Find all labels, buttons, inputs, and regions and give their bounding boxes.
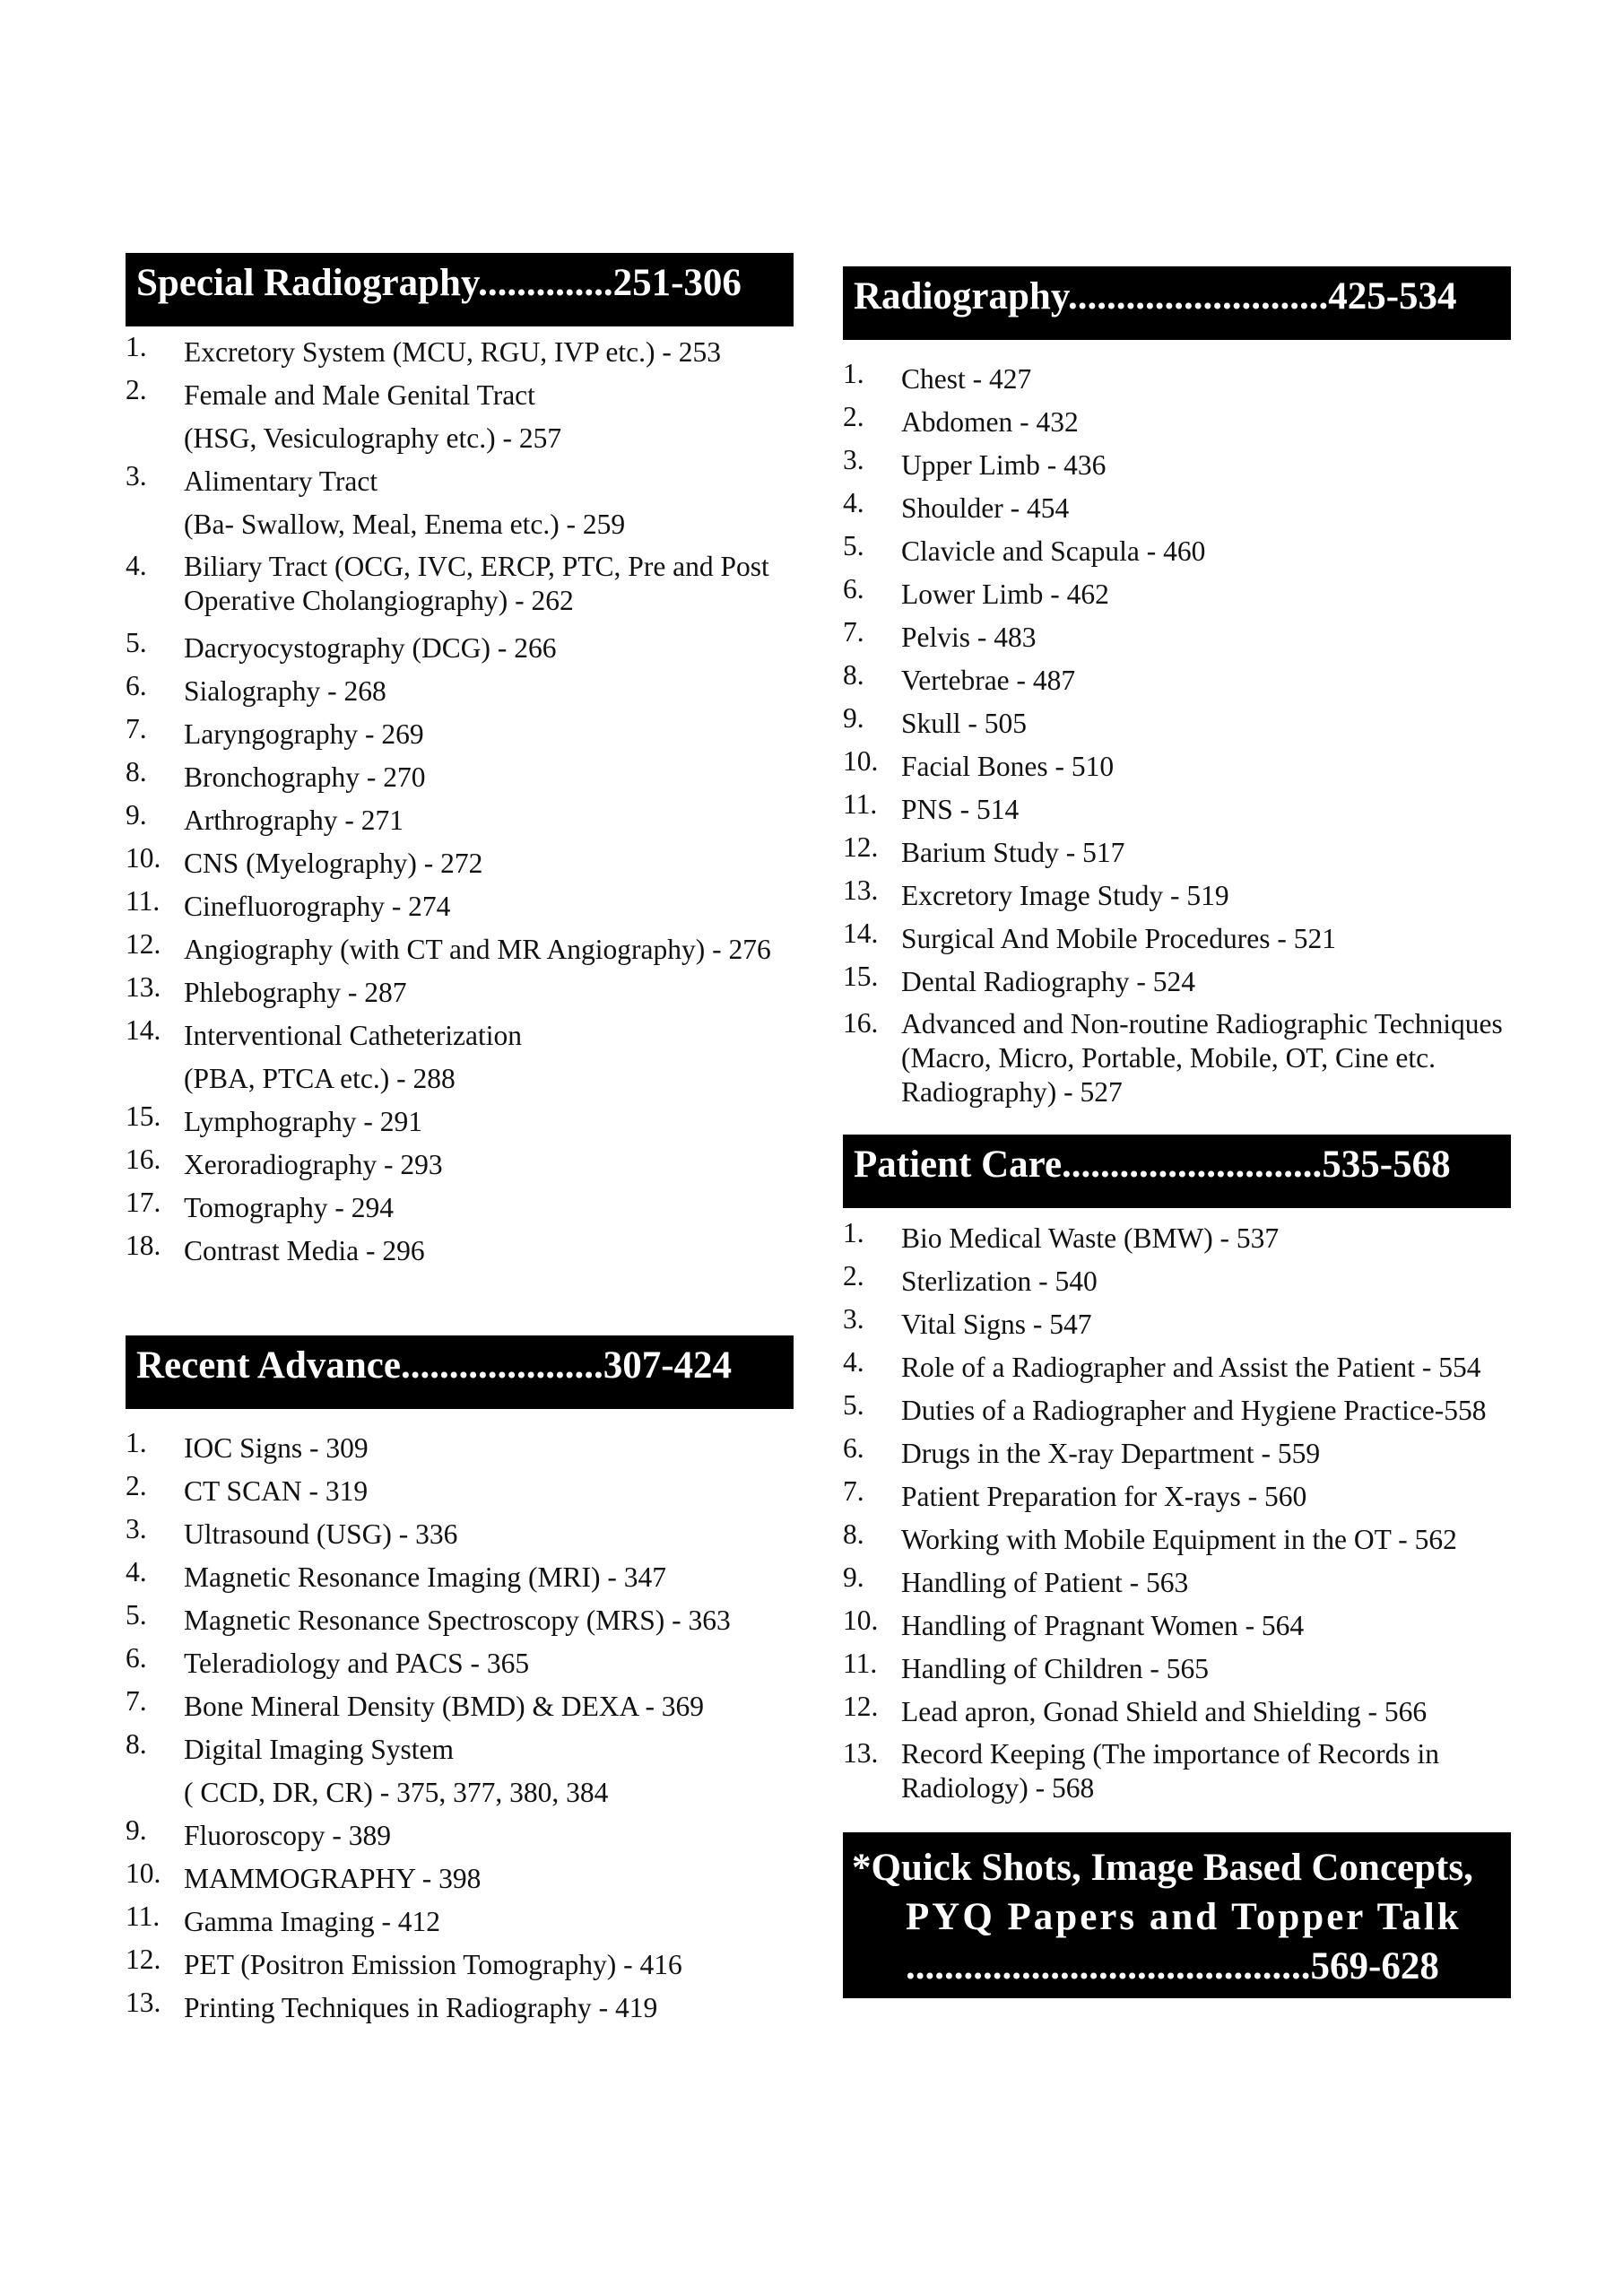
entry-number: 1. <box>843 358 864 389</box>
entry-line: Vital Signs - 547 <box>901 1309 1092 1340</box>
entry-text <box>901 1561 1511 1605</box>
entry-line: Patient Preparation for X-rays - 560 <box>901 1481 1307 1512</box>
entry-number: 13. <box>126 1987 161 2018</box>
entry-text <box>184 928 794 971</box>
quick-shots-line-3: ..........................................569-628 <box>906 1945 1439 1987</box>
entry-line: Alimentary Tract <box>184 465 378 497</box>
entry-text <box>184 1814 794 1857</box>
entry-number: 18. <box>126 1230 161 1261</box>
entry-text <box>901 659 1511 702</box>
entry-line: Chest - 427 <box>901 363 1032 395</box>
entry-number: 4. <box>843 1346 864 1378</box>
entry-text <box>901 831 1511 874</box>
toc-entry <box>843 1561 1511 1605</box>
entry-line: Working with Mobile Equipment in the OT - 562 <box>901 1524 1457 1555</box>
entry-number: 14. <box>843 918 879 949</box>
toc-entry <box>126 670 794 713</box>
entry-line: Vertebrae - 487 <box>901 665 1076 696</box>
entry-text <box>184 1685 794 1728</box>
entry-text <box>184 1900 794 1944</box>
toc-entry <box>126 550 794 618</box>
entry-text <box>184 1427 794 1470</box>
entry-number: 6. <box>126 670 147 701</box>
toc-entry <box>126 1187 794 1230</box>
toc-entry <box>126 374 794 460</box>
right-column <box>843 266 1511 1998</box>
left-column <box>126 253 794 2030</box>
entry-text <box>901 1007 1511 1109</box>
toc-entry <box>843 1475 1511 1518</box>
entry-line: CNS (Myelography) - 272 <box>184 848 483 879</box>
entry-text <box>184 1728 794 1814</box>
entry-number: 11. <box>843 1648 878 1679</box>
toc-entry <box>843 1346 1511 1389</box>
entry-text <box>901 401 1511 444</box>
entry-text <box>184 374 794 460</box>
entry-number: 13. <box>843 1737 879 1769</box>
entry-line: Tomography - 294 <box>184 1192 395 1223</box>
entry-number: 12. <box>126 1944 161 1975</box>
entry-line: (Macro, Micro, Portable, Mobile, OT, Cine etc. <box>901 1042 1436 1074</box>
entry-line: Bronchography - 270 <box>184 761 426 793</box>
entry-text <box>901 702 1511 745</box>
toc-entry <box>126 1944 794 1987</box>
entry-text <box>184 1144 794 1187</box>
toc-entry <box>843 1260 1511 1303</box>
entry-number: 16. <box>126 1144 161 1175</box>
entry-number: 2. <box>843 401 864 432</box>
entry-line: Sterlization - 540 <box>901 1265 1098 1297</box>
entry-line: Dacryocystography (DCG) - 266 <box>184 632 557 664</box>
entry-text <box>901 487 1511 530</box>
toc-entry <box>126 1513 794 1556</box>
entry-number: 2. <box>126 374 147 405</box>
entry-text <box>901 358 1511 401</box>
entry-text <box>901 1432 1511 1475</box>
toc-entry <box>126 331 794 374</box>
entry-text <box>184 1100 794 1144</box>
entry-number: 3. <box>126 1513 147 1544</box>
entry-line: MAMMOGRAPHY - 398 <box>184 1863 482 1894</box>
toc-entry <box>126 1230 794 1273</box>
entry-line: (Ba- Swallow, Meal, Enema etc.) - 259 <box>184 509 626 540</box>
entry-line: Gamma Imaging - 412 <box>184 1906 441 1937</box>
toc-entry <box>843 831 1511 874</box>
toc-entry <box>843 745 1511 788</box>
section-header-radiography: Radiography...........................425-534 <box>843 266 1511 340</box>
entry-line: Upper Limb - 436 <box>901 449 1107 481</box>
entry-text <box>901 1260 1511 1303</box>
entry-text <box>901 616 1511 659</box>
toc-entry <box>843 573 1511 616</box>
entry-line: Clavicle and Scapula - 460 <box>901 535 1206 567</box>
toc-entry <box>843 1389 1511 1432</box>
entry-line: Record Keeping (The importance of Records in <box>901 1738 1440 1770</box>
toc-entry <box>126 928 794 971</box>
entry-text <box>184 799 794 842</box>
entry-text <box>901 1303 1511 1346</box>
entry-text <box>184 1513 794 1556</box>
entry-line: Operative Cholangiography) - 262 <box>184 585 574 616</box>
entry-line: Contrast Media - 296 <box>184 1235 425 1266</box>
toc-entry <box>843 530 1511 573</box>
toc-entry <box>843 616 1511 659</box>
entry-line: Teleradiology and PACS - 365 <box>184 1648 530 1679</box>
toc-entry <box>126 1014 794 1100</box>
entry-number: 7. <box>843 1475 864 1507</box>
entry-line: Bio Medical Waste (BMW) - 537 <box>901 1222 1280 1254</box>
entry-number: 7. <box>843 616 864 648</box>
entry-number: 16. <box>843 1007 879 1039</box>
entry-line: Barium Study - 517 <box>901 837 1125 868</box>
toc-entry <box>126 1857 794 1900</box>
entry-text <box>184 842 794 885</box>
toc-entry <box>126 971 794 1014</box>
entry-text <box>184 1857 794 1900</box>
toc-entry <box>126 1556 794 1599</box>
entry-number: 12. <box>126 928 161 960</box>
entry-text <box>184 331 794 374</box>
entry-text <box>184 885 794 928</box>
special-radiography-list <box>126 331 794 1273</box>
entry-text <box>901 573 1511 616</box>
entry-line: Interventional Catheterization <box>184 1020 522 1051</box>
entry-line: Shoulder - 454 <box>901 492 1070 524</box>
entry-number: 11. <box>126 1900 161 1932</box>
entry-text <box>184 713 794 756</box>
entry-number: 13. <box>843 874 879 906</box>
entry-text <box>184 971 794 1014</box>
entry-line: Handling of Children - 565 <box>901 1653 1209 1684</box>
entry-number: 12. <box>843 831 879 863</box>
entry-text <box>184 1556 794 1599</box>
toc-entry <box>843 1007 1511 1109</box>
entry-number: 2. <box>126 1470 147 1501</box>
entry-number: 8. <box>843 1518 864 1550</box>
entry-line: Radiology) - 568 <box>901 1772 1095 1804</box>
entry-line: Radiography) - 527 <box>901 1076 1123 1108</box>
entry-number: 5. <box>126 627 147 658</box>
entry-number: 6. <box>843 1432 864 1464</box>
toc-entry <box>843 444 1511 487</box>
toc-entry <box>126 1144 794 1187</box>
entry-text <box>184 1599 794 1642</box>
entry-line: Lymphography - 291 <box>184 1106 422 1137</box>
entry-number: 10. <box>126 842 161 874</box>
entry-number: 2. <box>843 1260 864 1292</box>
entry-text <box>901 1217 1511 1260</box>
entry-text <box>901 745 1511 788</box>
toc-entry <box>126 460 794 546</box>
entry-number: 8. <box>126 1728 147 1760</box>
entry-text <box>901 1389 1511 1432</box>
entry-text <box>184 550 794 618</box>
entry-number: 9. <box>126 799 147 831</box>
quick-shots-box <box>843 1832 1511 1998</box>
toc-entry <box>843 874 1511 918</box>
entry-text <box>184 627 794 670</box>
entry-text <box>184 1944 794 1987</box>
toc-entry <box>843 1432 1511 1475</box>
entry-line: Pelvis - 483 <box>901 622 1037 653</box>
entry-line: PNS - 514 <box>901 794 1020 825</box>
entry-number: 8. <box>126 756 147 787</box>
entry-line: Fluoroscopy - 389 <box>184 1820 391 1851</box>
entry-line: Xeroradiography - 293 <box>184 1149 443 1180</box>
toc-entry <box>843 1691 1511 1734</box>
entry-line: Bone Mineral Density (BMD) & DEXA - 369 <box>184 1691 705 1722</box>
entry-text <box>901 1648 1511 1691</box>
entry-number: 5. <box>126 1599 147 1631</box>
toc-entry <box>843 1303 1511 1346</box>
entry-text <box>901 1605 1511 1648</box>
entry-line: IOC Signs - 309 <box>184 1432 369 1464</box>
entry-text <box>184 1230 794 1273</box>
entry-number: 6. <box>126 1642 147 1674</box>
entry-line: Magnetic Resonance Spectroscopy (MRS) - 363 <box>184 1605 731 1636</box>
entry-number: 10. <box>843 1605 879 1636</box>
entry-text <box>901 1346 1511 1389</box>
entry-number: 4. <box>126 550 147 581</box>
entry-line: Handling of Patient - 563 <box>901 1567 1189 1598</box>
entry-number: 5. <box>843 530 864 561</box>
entry-line: Dental Radiography - 524 <box>901 966 1196 997</box>
toc-entry <box>126 1987 794 2030</box>
entry-line: Lead apron, Gonad Shield and Shielding - 566 <box>901 1696 1428 1727</box>
entry-text <box>184 670 794 713</box>
entry-number: 1. <box>843 1217 864 1248</box>
recent-advance-list <box>126 1427 794 2030</box>
section-header-special-radiography: Special Radiography..............251-306 <box>126 253 794 326</box>
entry-text <box>901 444 1511 487</box>
entry-number: 1. <box>126 1427 147 1458</box>
entry-line: Angiography (with CT and MR Angiography) - 276 <box>184 934 771 965</box>
entry-text <box>184 460 794 546</box>
entry-number: 10. <box>843 745 879 777</box>
entry-line: Facial Bones - 510 <box>901 751 1115 782</box>
toc-entry <box>126 1642 794 1685</box>
entry-text <box>901 1737 1511 1805</box>
toc-entry <box>843 1217 1511 1260</box>
radiography-list <box>843 358 1511 1109</box>
toc-entry <box>843 659 1511 702</box>
entry-number: 7. <box>126 1685 147 1717</box>
entry-text <box>184 756 794 799</box>
entry-line: CT SCAN - 319 <box>184 1475 369 1507</box>
entry-line: Drugs in the X-ray Department - 559 <box>901 1438 1321 1469</box>
entry-line: Handling of Pragnant Women - 564 <box>901 1610 1305 1641</box>
toc-entry <box>843 788 1511 831</box>
entry-line: Lower Limb - 462 <box>901 578 1109 610</box>
entry-line: Ultrasound (USG) - 336 <box>184 1518 458 1550</box>
entry-number: 3. <box>843 444 864 475</box>
entry-text <box>184 1187 794 1230</box>
toc-entry <box>126 1685 794 1728</box>
toc-entry <box>843 1648 1511 1691</box>
entry-number: 4. <box>126 1556 147 1587</box>
toc-entry <box>126 1814 794 1857</box>
entry-line: Skull - 505 <box>901 708 1028 739</box>
entry-text <box>901 1518 1511 1561</box>
entry-line: Laryngography - 269 <box>184 718 424 750</box>
entry-number: 10. <box>126 1857 161 1889</box>
entry-text <box>184 1987 794 2030</box>
entry-number: 17. <box>126 1187 161 1218</box>
toc-entry <box>126 1427 794 1470</box>
toc-entry <box>126 627 794 670</box>
entry-text <box>901 918 1511 961</box>
toc-entry <box>126 713 794 756</box>
toc-entry <box>843 1605 1511 1648</box>
entry-line: Abdomen - 432 <box>901 406 1079 438</box>
entry-line: (PBA, PTCA etc.) - 288 <box>184 1063 456 1094</box>
toc-entry <box>126 842 794 885</box>
entry-number: 15. <box>843 961 879 992</box>
entry-number: 1. <box>126 331 147 362</box>
toc-entry <box>126 1728 794 1814</box>
entry-line: Sialography - 268 <box>184 675 386 707</box>
entry-number: 8. <box>843 659 864 691</box>
entry-line: Advanced and Non-routine Radiographic Techniques <box>901 1008 1503 1039</box>
quick-shots-line-2: PYQ Papers and Topper Talk <box>906 1896 1462 1938</box>
entry-line: Role of a Radiographer and Assist the Patient - 554 <box>901 1352 1481 1383</box>
entry-line: Magnetic Resonance Imaging (MRI) - 347 <box>184 1561 666 1593</box>
toc-entry <box>843 961 1511 1004</box>
section-header-patient-care: Patient Care...........................535-568 <box>843 1135 1511 1208</box>
toc-entry <box>843 358 1511 401</box>
toc-entry <box>843 1737 1511 1805</box>
entry-number: 9. <box>843 1561 864 1593</box>
entry-text <box>901 1475 1511 1518</box>
entry-line: Phlebography - 287 <box>184 977 407 1008</box>
entry-number: 4. <box>843 487 864 518</box>
entry-text <box>184 1470 794 1513</box>
entry-number: 14. <box>126 1014 161 1046</box>
entry-line: Excretory System (MCU, RGU, IVP etc.) - 253 <box>184 336 721 368</box>
toc-entry <box>126 1470 794 1513</box>
entry-line: (HSG, Vesiculography etc.) - 257 <box>184 422 562 454</box>
toc-entry <box>126 885 794 928</box>
entry-line: Excretory Image Study - 519 <box>901 880 1229 911</box>
toc-entry <box>843 702 1511 745</box>
entry-number: 5. <box>843 1389 864 1421</box>
entry-line: Arthrography - 271 <box>184 804 404 836</box>
entry-line: Female and Male Genital Tract <box>184 379 535 411</box>
entry-line: ( CCD, DR, CR) - 375, 377, 380, 384 <box>184 1777 609 1808</box>
toc-entry <box>843 1518 1511 1561</box>
entry-number: 13. <box>126 971 161 1003</box>
entry-line: Duties of a Radiographer and Hygiene Practice-558 <box>901 1395 1487 1426</box>
patient-care-list <box>843 1217 1511 1805</box>
entry-number: 11. <box>126 885 161 917</box>
entry-text <box>901 961 1511 1004</box>
toc-entry <box>843 401 1511 444</box>
entry-number: 11. <box>843 788 878 820</box>
entry-text <box>901 874 1511 918</box>
toc-entry <box>126 799 794 842</box>
entry-number: 12. <box>843 1691 879 1722</box>
toc-entry <box>126 756 794 799</box>
quick-shots-line-1: *Quick Shots, Image Based Concepts, <box>852 1847 1473 1889</box>
entry-text <box>901 530 1511 573</box>
entry-text <box>901 1691 1511 1734</box>
section-header-recent-advance: Recent Advance.....................307-424 <box>126 1335 794 1409</box>
toc-entry <box>126 1900 794 1944</box>
entry-line: Biliary Tract (OCG, IVC, ERCP, PTC, Pre and Post <box>184 551 769 582</box>
toc-entry <box>843 487 1511 530</box>
entry-number: 7. <box>126 713 147 744</box>
entry-text <box>184 1642 794 1685</box>
entry-line: Cinefluorography - 274 <box>184 891 451 922</box>
entry-text <box>184 1014 794 1100</box>
entry-number: 15. <box>126 1100 161 1132</box>
entry-line: PET (Positron Emission Tomography) - 416 <box>184 1949 682 1980</box>
toc-entry <box>126 1599 794 1642</box>
entry-number: 6. <box>843 573 864 604</box>
entry-number: 3. <box>126 460 147 491</box>
entry-line: Digital Imaging System <box>184 1734 454 1765</box>
toc-entry <box>843 918 1511 961</box>
entry-number: 3. <box>843 1303 864 1335</box>
toc-entry <box>126 1100 794 1144</box>
entry-line: Printing Techniques in Radiography - 419 <box>184 1992 658 2023</box>
entry-number: 9. <box>126 1814 147 1846</box>
entry-line: Surgical And Mobile Procedures - 521 <box>901 923 1336 954</box>
entry-number: 9. <box>843 702 864 734</box>
entry-text <box>901 788 1511 831</box>
